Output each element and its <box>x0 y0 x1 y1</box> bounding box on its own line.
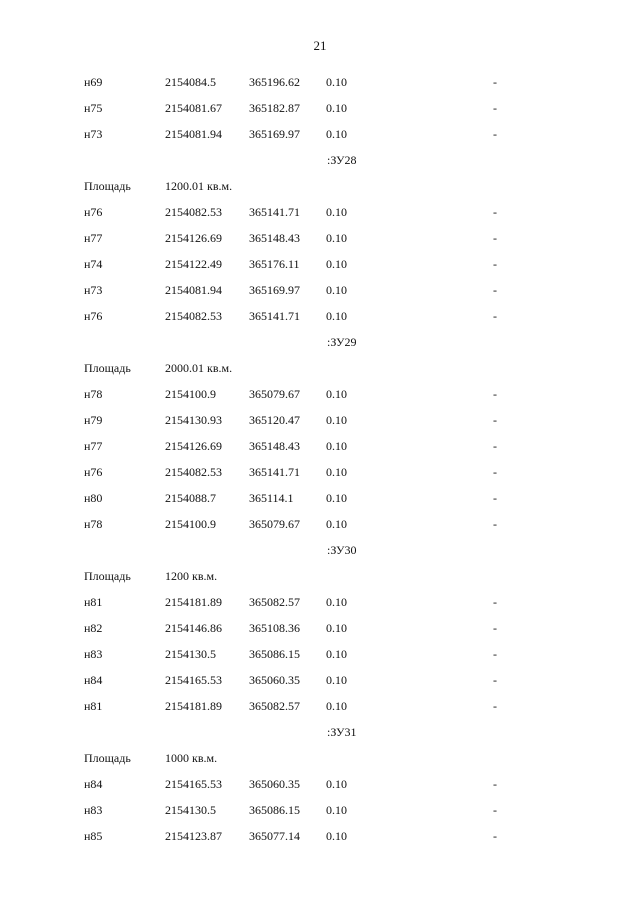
note-dash: - <box>493 465 497 479</box>
error-value: 0.10 <box>326 777 347 791</box>
point-name: н76 <box>84 465 103 479</box>
note-dash: - <box>493 387 497 401</box>
coordinate-row <box>0 281 640 307</box>
coordinate-row <box>0 827 640 853</box>
point-name: н81 <box>84 595 103 609</box>
page-number: 21 <box>313 38 327 53</box>
x-coordinate: 2154082.53 <box>165 205 222 219</box>
point-name: н85 <box>84 829 103 843</box>
error-value: 0.10 <box>326 75 347 89</box>
y-coordinate: 365169.97 <box>249 283 300 297</box>
note-dash: - <box>493 127 497 141</box>
y-coordinate: 365079.67 <box>249 517 300 531</box>
area-value: 1200.01 кв.м. <box>165 179 233 193</box>
point-name: н84 <box>84 777 103 791</box>
error-value: 0.10 <box>326 803 347 817</box>
parcel-header-row <box>0 333 640 359</box>
point-name: н82 <box>84 621 103 635</box>
parcel-header-row <box>0 151 640 177</box>
area-label: Площадь <box>84 751 131 765</box>
error-value: 0.10 <box>326 101 347 115</box>
coordinate-row <box>0 229 640 255</box>
area-label: Площадь <box>84 361 131 375</box>
area-label: Площадь <box>84 179 131 193</box>
x-coordinate: 2154126.69 <box>165 439 222 453</box>
error-value: 0.10 <box>326 283 347 297</box>
coordinate-row <box>0 801 640 827</box>
note-dash: - <box>493 309 497 323</box>
y-coordinate: 365176.11 <box>249 257 300 271</box>
x-coordinate: 2154165.53 <box>165 777 222 791</box>
error-value: 0.10 <box>326 621 347 635</box>
y-coordinate: 365182.87 <box>249 101 300 115</box>
coordinates-table <box>0 73 640 853</box>
note-dash: - <box>493 647 497 661</box>
x-coordinate: 2154146.86 <box>165 621 222 635</box>
x-coordinate: 2154130.5 <box>165 803 216 817</box>
y-coordinate: 365141.71 <box>249 465 300 479</box>
note-dash: - <box>493 205 497 219</box>
point-name: н81 <box>84 699 103 713</box>
note-dash: - <box>493 803 497 817</box>
x-coordinate: 2154181.89 <box>165 595 222 609</box>
error-value: 0.10 <box>326 387 347 401</box>
point-name: н77 <box>84 231 103 245</box>
point-name: н73 <box>84 127 103 141</box>
area-row <box>0 567 640 593</box>
error-value: 0.10 <box>326 127 347 141</box>
x-coordinate: 2154088.7 <box>165 491 216 505</box>
note-dash: - <box>493 673 497 687</box>
point-name: н74 <box>84 257 103 271</box>
area-row <box>0 749 640 775</box>
x-coordinate: 2154082.53 <box>165 465 222 479</box>
point-name: н83 <box>84 803 103 817</box>
area-row <box>0 177 640 203</box>
coordinate-row <box>0 307 640 333</box>
y-coordinate: 365148.43 <box>249 439 300 453</box>
x-coordinate: 2154130.93 <box>165 413 222 427</box>
y-coordinate: 365082.57 <box>249 699 300 713</box>
point-name: н79 <box>84 413 103 427</box>
point-name: н83 <box>84 647 103 661</box>
note-dash: - <box>493 699 497 713</box>
y-coordinate: 365086.15 <box>249 803 300 817</box>
y-coordinate: 365120.47 <box>249 413 300 427</box>
x-coordinate: 2154181.89 <box>165 699 222 713</box>
x-coordinate: 2154081.67 <box>165 101 222 115</box>
error-value: 0.10 <box>326 595 347 609</box>
error-value: 0.10 <box>326 829 347 843</box>
area-value: 1000 кв.м. <box>165 751 218 765</box>
note-dash: - <box>493 777 497 791</box>
y-coordinate: 365077.14 <box>249 829 300 843</box>
x-coordinate: 2154082.53 <box>165 309 222 323</box>
note-dash: - <box>493 101 497 115</box>
point-name: н73 <box>84 283 103 297</box>
point-name: н77 <box>84 439 103 453</box>
x-coordinate: 2154123.87 <box>165 829 222 843</box>
y-coordinate: 365060.35 <box>249 777 300 791</box>
coordinate-row <box>0 463 640 489</box>
area-label: Площадь <box>84 569 131 583</box>
y-coordinate: 365148.43 <box>249 231 300 245</box>
x-coordinate: 2154100.9 <box>165 517 216 531</box>
parcel-label: :ЗУ30 <box>327 543 357 557</box>
point-name: н76 <box>84 205 103 219</box>
error-value: 0.10 <box>326 673 347 687</box>
coordinate-row <box>0 515 640 541</box>
note-dash: - <box>493 257 497 271</box>
parcel-label: :ЗУ28 <box>327 153 357 167</box>
y-coordinate: 365082.57 <box>249 595 300 609</box>
parcel-header-row <box>0 723 640 749</box>
y-coordinate: 365114.1 <box>249 491 294 505</box>
error-value: 0.10 <box>326 413 347 427</box>
error-value: 0.10 <box>326 205 347 219</box>
coordinate-row <box>0 671 640 697</box>
coordinate-row <box>0 385 640 411</box>
note-dash: - <box>493 283 497 297</box>
note-dash: - <box>493 75 497 89</box>
coordinate-row <box>0 255 640 281</box>
parcel-label: :ЗУ29 <box>327 335 357 349</box>
y-coordinate: 365196.62 <box>249 75 300 89</box>
coordinate-row <box>0 99 640 125</box>
error-value: 0.10 <box>326 517 347 531</box>
point-name: н76 <box>84 309 103 323</box>
coordinate-row <box>0 437 640 463</box>
y-coordinate: 365141.71 <box>249 205 300 219</box>
coordinate-row <box>0 203 640 229</box>
point-name: н78 <box>84 517 103 531</box>
point-name: н80 <box>84 491 103 505</box>
y-coordinate: 365086.15 <box>249 647 300 661</box>
coordinate-row <box>0 125 640 151</box>
point-name: н84 <box>84 673 103 687</box>
coordinate-row <box>0 619 640 645</box>
x-coordinate: 2154165.53 <box>165 673 222 687</box>
x-coordinate: 2154081.94 <box>165 127 222 141</box>
error-value: 0.10 <box>326 257 347 271</box>
note-dash: - <box>493 491 497 505</box>
error-value: 0.10 <box>326 465 347 479</box>
note-dash: - <box>493 595 497 609</box>
x-coordinate: 2154100.9 <box>165 387 216 401</box>
note-dash: - <box>493 829 497 843</box>
note-dash: - <box>493 413 497 427</box>
x-coordinate: 2154084.5 <box>165 75 216 89</box>
point-name: н75 <box>84 101 103 115</box>
error-value: 0.10 <box>326 647 347 661</box>
coordinate-row <box>0 697 640 723</box>
y-coordinate: 365169.97 <box>249 127 300 141</box>
x-coordinate: 2154126.69 <box>165 231 222 245</box>
coordinate-row <box>0 73 640 99</box>
y-coordinate: 365141.71 <box>249 309 300 323</box>
parcel-header-row <box>0 541 640 567</box>
error-value: 0.10 <box>326 699 347 713</box>
error-value: 0.10 <box>326 439 347 453</box>
error-value: 0.10 <box>326 491 347 505</box>
coordinate-row <box>0 775 640 801</box>
point-name: н78 <box>84 387 103 401</box>
y-coordinate: 365108.36 <box>249 621 300 635</box>
coordinate-row <box>0 489 640 515</box>
x-coordinate: 2154130.5 <box>165 647 216 661</box>
coordinate-row <box>0 645 640 671</box>
note-dash: - <box>493 231 497 245</box>
coordinate-row <box>0 593 640 619</box>
error-value: 0.10 <box>326 231 347 245</box>
area-value: 2000.01 кв.м. <box>165 361 233 375</box>
note-dash: - <box>493 439 497 453</box>
note-dash: - <box>493 621 497 635</box>
point-name: н69 <box>84 75 103 89</box>
parcel-label: :ЗУ31 <box>327 725 357 739</box>
coordinate-row <box>0 411 640 437</box>
x-coordinate: 2154122.49 <box>165 257 222 271</box>
x-coordinate: 2154081.94 <box>165 283 222 297</box>
y-coordinate: 365060.35 <box>249 673 300 687</box>
y-coordinate: 365079.67 <box>249 387 300 401</box>
error-value: 0.10 <box>326 309 347 323</box>
area-row <box>0 359 640 385</box>
note-dash: - <box>493 517 497 531</box>
area-value: 1200 кв.м. <box>165 569 218 583</box>
